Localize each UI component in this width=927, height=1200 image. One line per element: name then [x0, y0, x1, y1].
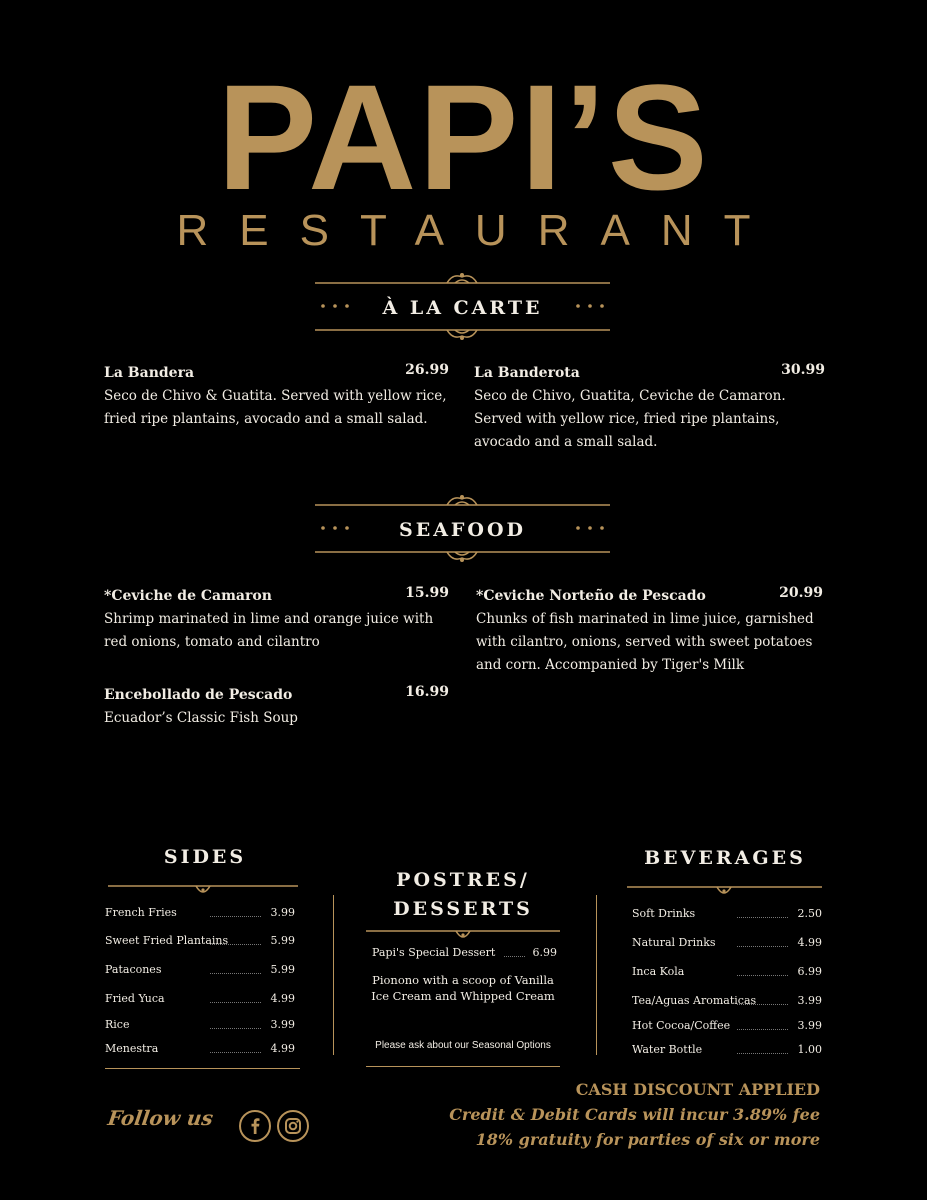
item-name: Sweet Fried Plantains	[105, 934, 229, 947]
item-name: Menestra	[105, 1042, 159, 1055]
a-la-carte-title: À LA CARTE	[382, 297, 543, 319]
item-name: Soft Drinks	[632, 907, 696, 920]
seasonal-note: Please ask about our Seasonal Options	[375, 1040, 551, 1051]
seafood-title: SEAFOOD	[398, 519, 526, 541]
cash-discount-notice: CASH DISCOUNT APPLIED	[575, 1080, 820, 1099]
list-item	[632, 994, 822, 1010]
list-item	[105, 1042, 295, 1058]
list-item	[632, 965, 822, 981]
item-name: Fried Yuca	[105, 992, 165, 1005]
a-la-carte-banner	[315, 272, 610, 352]
column-divider	[333, 895, 334, 1055]
item-name: Encebollado de Pescado	[104, 687, 293, 703]
item-name: Inca Kola	[632, 965, 685, 978]
item-name: La Banderota	[474, 365, 580, 381]
card-fee-notice: Credit & Debit Cards will incur 3.89% fee	[449, 1105, 820, 1124]
leader-dots	[504, 956, 525, 957]
sides-title: SIDES	[163, 846, 247, 868]
leader-dots	[737, 917, 788, 918]
item-price: 6.99	[532, 946, 557, 959]
item-price: 4.99	[270, 1042, 295, 1055]
item-price: 3.99	[270, 1018, 295, 1031]
item-price: 30.99	[781, 362, 825, 378]
item-price: 3.99	[797, 1019, 822, 1032]
desserts-bottom-rule	[366, 1066, 560, 1067]
menu-item	[476, 585, 823, 677]
instagram-icon[interactable]	[277, 1110, 309, 1142]
item-name: Papi's Special Dessert	[372, 946, 496, 959]
item-price: 16.99	[405, 684, 449, 700]
item-price: 2.50	[797, 907, 822, 920]
item-name: Tea/Aguas Aromaticas	[632, 994, 757, 1007]
item-name: *Ceviche de Camaron	[104, 588, 272, 604]
list-item	[105, 963, 295, 979]
item-price: 20.99	[779, 585, 823, 601]
leader-dots	[737, 1004, 788, 1005]
item-description: Shrimp marinated in lime and orange juice with red onions, tomato and cilantro	[104, 611, 434, 650]
item-description: Seco de Chivo & Guatita. Served with yellow rice, fried ripe plantains, avocado and a small salad.	[104, 388, 447, 427]
item-name: Patacones	[105, 963, 162, 976]
list-item	[632, 907, 822, 923]
leader-dots	[210, 1052, 261, 1053]
menu-item	[104, 362, 449, 431]
menu-item	[104, 684, 449, 730]
leader-dots	[737, 975, 788, 976]
leader-dots	[210, 973, 261, 974]
list-item	[105, 906, 295, 922]
restaurant-logo-subtitle: RESTAURANT	[176, 206, 782, 255]
item-price: 5.99	[270, 963, 295, 976]
item-price: 15.99	[405, 585, 449, 601]
list-item	[105, 992, 295, 1008]
leader-dots	[210, 916, 261, 917]
menu-item	[104, 585, 449, 654]
list-item	[632, 1043, 822, 1059]
leader-dots	[737, 946, 788, 947]
sides-divider-ornament	[108, 881, 298, 895]
item-description: Seco de Chivo, Guatita, Ceviche de Camaron. Served with yellow rice, fried ripe plantains, avocado and a small salad.	[474, 388, 786, 450]
dessert-description: Pionono with a scoop of Vanilla Ice Cream and Whipped Cream	[371, 973, 555, 1003]
list-item	[632, 936, 822, 952]
item-price: 3.99	[270, 906, 295, 919]
list-item	[105, 934, 295, 950]
item-price: 4.99	[797, 936, 822, 949]
facebook-icon[interactable]	[239, 1110, 271, 1142]
item-description: Chunks of fish marinated in lime juice, garnished with cilantro, onions, served with sweet potatoes and corn. Accompanied by Tiger's Milk	[476, 611, 814, 673]
sides-bottom-rule	[105, 1068, 300, 1069]
menu-item	[474, 362, 825, 454]
item-price: 5.99	[270, 934, 295, 947]
restaurant-logo-name: PAPI’S	[217, 53, 710, 221]
item-price: 26.99	[405, 362, 449, 378]
leader-dots	[210, 1002, 261, 1003]
item-name: Natural Drinks	[632, 936, 716, 949]
item-price: 1.00	[797, 1043, 822, 1056]
item-description: Ecuador’s Classic Fish Soup	[104, 710, 298, 726]
desserts-divider-ornament	[366, 926, 560, 942]
item-name: Hot Cocoa/Coffee	[632, 1019, 731, 1032]
follow-us-label: Follow us	[106, 1106, 215, 1130]
item-name: Water Bottle	[632, 1043, 703, 1056]
desserts-title-line1: POSTRES/	[396, 869, 530, 891]
leader-dots	[737, 1029, 788, 1030]
item-name: *Ceviche Norteño de Pescado	[476, 588, 706, 604]
leader-dots	[210, 1028, 261, 1029]
list-item	[632, 1019, 822, 1035]
gratuity-notice: 18% gratuity for parties of six or more	[475, 1130, 820, 1149]
beverages-title: BEVERAGES	[644, 847, 806, 869]
item-price: 4.99	[270, 992, 295, 1005]
seafood-banner	[315, 494, 610, 574]
dessert-item	[372, 946, 557, 962]
beverages-divider-ornament	[627, 882, 822, 896]
leader-dots	[737, 1053, 788, 1054]
item-name: La Bandera	[104, 365, 195, 381]
item-price: 6.99	[797, 965, 822, 978]
item-name: French Fries	[105, 906, 177, 919]
desserts-title-line2: DESSERTS	[393, 898, 533, 920]
column-divider	[596, 895, 597, 1055]
item-name: Rice	[105, 1018, 130, 1031]
list-item	[105, 1018, 295, 1034]
leader-dots	[210, 944, 261, 945]
item-price: 3.99	[797, 994, 822, 1007]
